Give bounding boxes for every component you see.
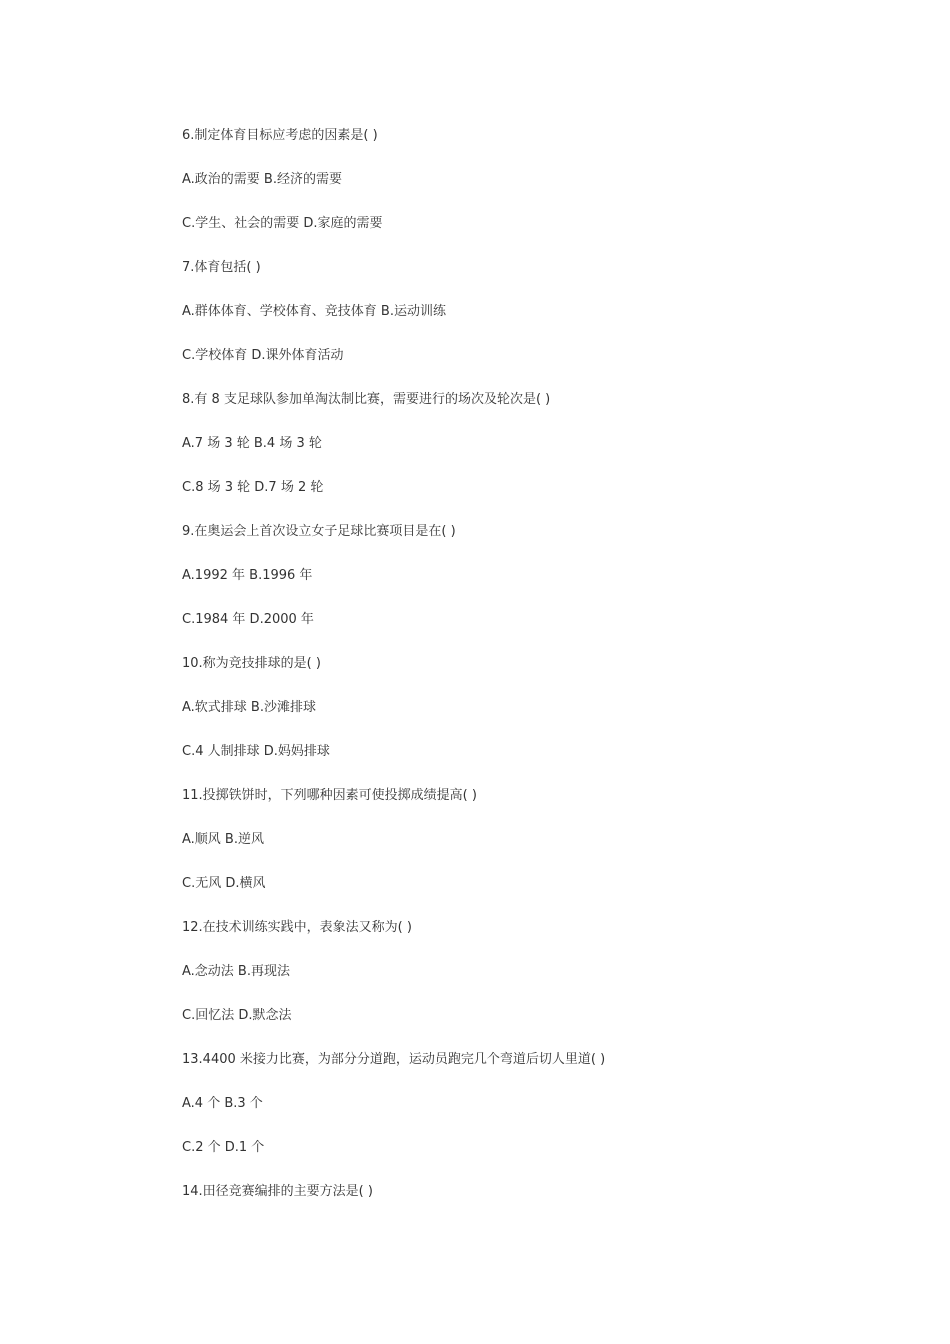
question-10-options-cd: C.4 人制排球 D.妈妈排球 <box>182 744 330 759</box>
question-12: 12.在技术训练实践中，表象法又称为( ) <box>182 920 412 935</box>
question-7-options-cd: C.学校体育 D.课外体育活动 <box>182 348 344 363</box>
question-7: 7.体育包括( ) <box>182 260 261 275</box>
question-12-options-cd: C.回忆法 D.默念法 <box>182 1008 292 1023</box>
question-7-options-ab: A.群体体育、学校体育、竞技体育 B.运动训练 <box>182 304 446 319</box>
question-9: 9.在奥运会上首次设立女子足球比赛项目是在( ) <box>182 524 456 539</box>
question-8-options-ab: A.7 场 3 轮 B.4 场 3 轮 <box>182 436 322 451</box>
question-8: 8.有 8 支足球队参加单淘汰制比赛，需要进行的场次及轮次是( ) <box>182 392 551 407</box>
question-list <box>182 126 882 1226</box>
question-13-options-cd: C.2 个 D.1 个 <box>182 1140 265 1155</box>
question-10-options-ab: A.软式排球 B.沙滩排球 <box>182 700 316 715</box>
question-8-options-cd: C.8 场 3 轮 D.7 场 2 轮 <box>182 480 324 495</box>
question-13: 13.4400 米接力比赛，为部分分道跑，运动员跑完几个弯道后切人里道( ) <box>182 1052 606 1067</box>
question-11-options-ab: A.顺风 B.逆风 <box>182 832 264 847</box>
question-12-options-ab: A.念动法 B.再现法 <box>182 964 290 979</box>
question-6-options-cd: C.学生、社会的需要 D.家庭的需要 <box>182 216 383 231</box>
question-10: 10.称为竞技排球的是( ) <box>182 656 321 671</box>
question-9-options-cd: C.1984 年 D.2000 年 <box>182 612 314 627</box>
question-11-options-cd: C.无风 D.横风 <box>182 876 266 891</box>
question-6: 6.制定体育目标应考虑的因素是( ) <box>182 128 378 143</box>
question-9-options-ab: A.1992 年 B.1996 年 <box>182 568 313 583</box>
question-11: 11.投掷铁饼时，下列哪种因素可使投掷成绩提高( ) <box>182 788 477 803</box>
question-6-options-ab: A.政治的需要 B.经济的需要 <box>182 172 342 187</box>
question-13-options-ab: A.4 个 B.3 个 <box>182 1096 263 1111</box>
question-14: 14.田径竞赛编排的主要方法是( ) <box>182 1184 373 1199</box>
